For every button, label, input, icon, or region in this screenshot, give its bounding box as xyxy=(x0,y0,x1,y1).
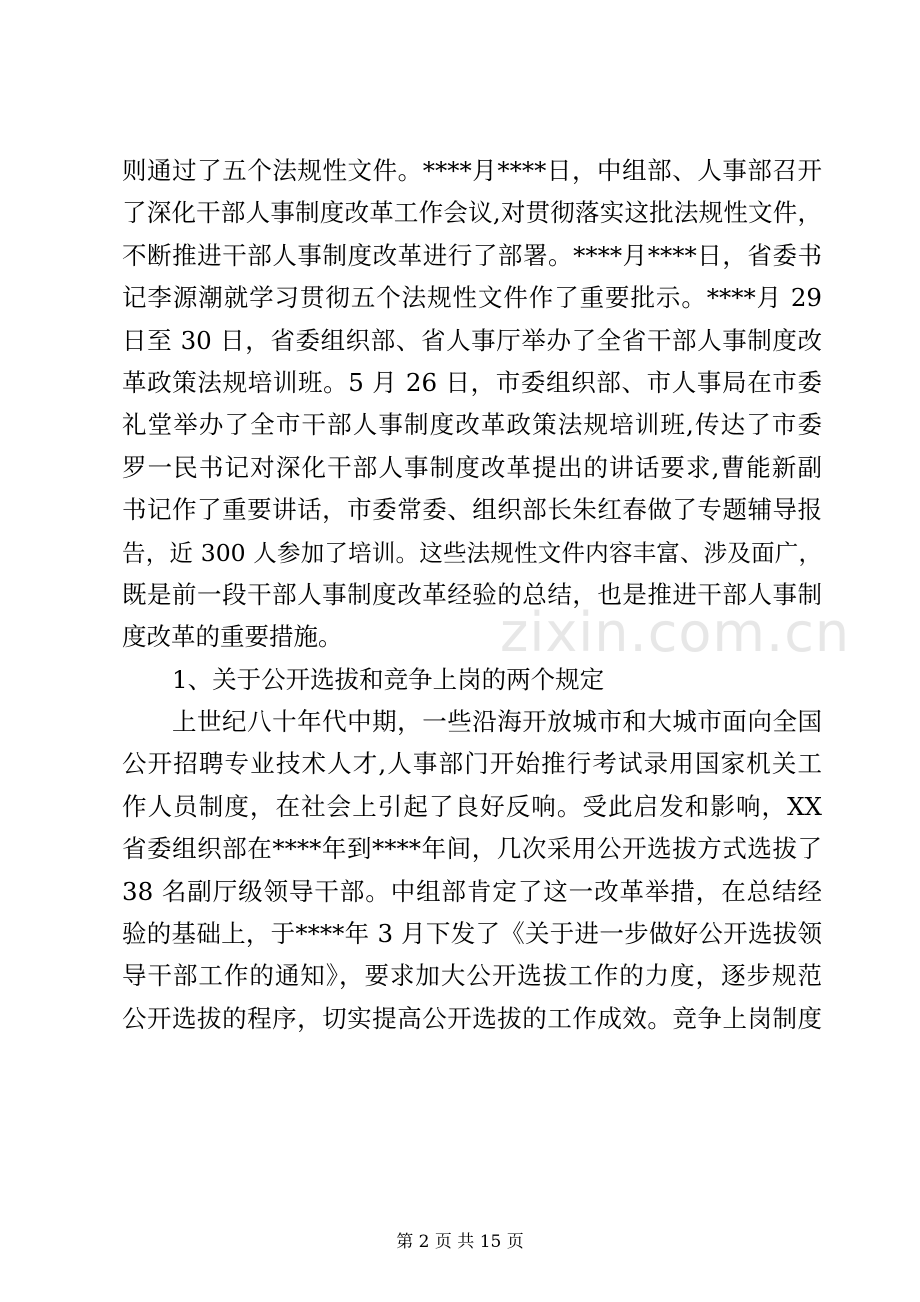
paragraph-line-7: 礼堂举办了全市干部人事制度改革政策法规培训班,传达了市委 xyxy=(122,410,822,440)
watermark: zixin.com.cn xyxy=(500,601,851,664)
paragraph-line-2: 了深化干部人事制度改革工作会议,对贯彻落实这批法规性文件， xyxy=(122,198,822,228)
paragraph-line-6: 革政策法规培训班。5 月 26 日，市委组织部、市人事局在市委 xyxy=(122,367,822,397)
paragraph-line-17: 省委组织部在****年到****年间，几次采用公开选拔方式选拔了 xyxy=(122,834,822,864)
paragraph-line-9: 书记作了重要讲话，市委常委、组织部长朱红春做了专题辅导报 xyxy=(122,495,822,525)
section-heading: 1、关于公开选拔和竞争上岗的两个规定 xyxy=(172,664,605,694)
paragraph-line-4: 记李源潮就学习贯彻五个法规性文件作了重要批示。****月 29 xyxy=(122,283,822,313)
paragraph-line-18: 38 名副厅级领导干部。中组部肯定了这一改革举措，在总结经 xyxy=(122,876,822,906)
paragraph-line-16: 作人员制度，在社会上引起了良好反响。受此启发和影响，XX xyxy=(122,791,822,821)
paragraph-line-14: 上世纪八十年代中期，一些沿海开放城市和大城市面向全国 xyxy=(172,707,822,737)
paragraph-line-8: 罗一民书记对深化干部人事制度改革提出的讲话要求,曹能新副 xyxy=(122,452,822,482)
paragraph-line-5: 日至 30 日，省委组织部、省人事厅举办了全省干部人事制度改 xyxy=(122,325,822,355)
paragraph-line-1: 则通过了五个法规性文件。****月****日，中组部、人事部召开 xyxy=(122,156,822,185)
paragraph-line-21: 公开选拔的程序，切实提高公开选拔的工作成效。竞争上岗制度 xyxy=(122,1003,822,1033)
paragraph-line-3: 不断推进干部人事制度改革进行了部署。****月****日，省委书 xyxy=(122,240,822,270)
paragraph-line-19: 验的基础上，于****年 3 月下发了《关于进一步做好公开选拔领 xyxy=(122,919,822,949)
paragraph-line-15: 公开招聘专业技术人才,人事部门开始推行考试录用国家机关工 xyxy=(122,749,822,779)
page-footer: 第 2 页 共 15 页 xyxy=(396,1232,524,1252)
paragraph-line-11: 既是前一段干部人事制度改革经验的总结，也是推进干部人事制 xyxy=(122,579,822,609)
paragraph-line-20: 导干部工作的通知》，要求加大公开选拔工作的力度，逐步规范 xyxy=(122,961,822,991)
paragraph-line-12: 度改革的重要措施。 xyxy=(122,622,343,652)
document-body xyxy=(122,150,822,1040)
paragraph-line-10: 告，近 300 人参加了培训。这些法规性文件内容丰富、涉及面广， xyxy=(122,538,822,567)
